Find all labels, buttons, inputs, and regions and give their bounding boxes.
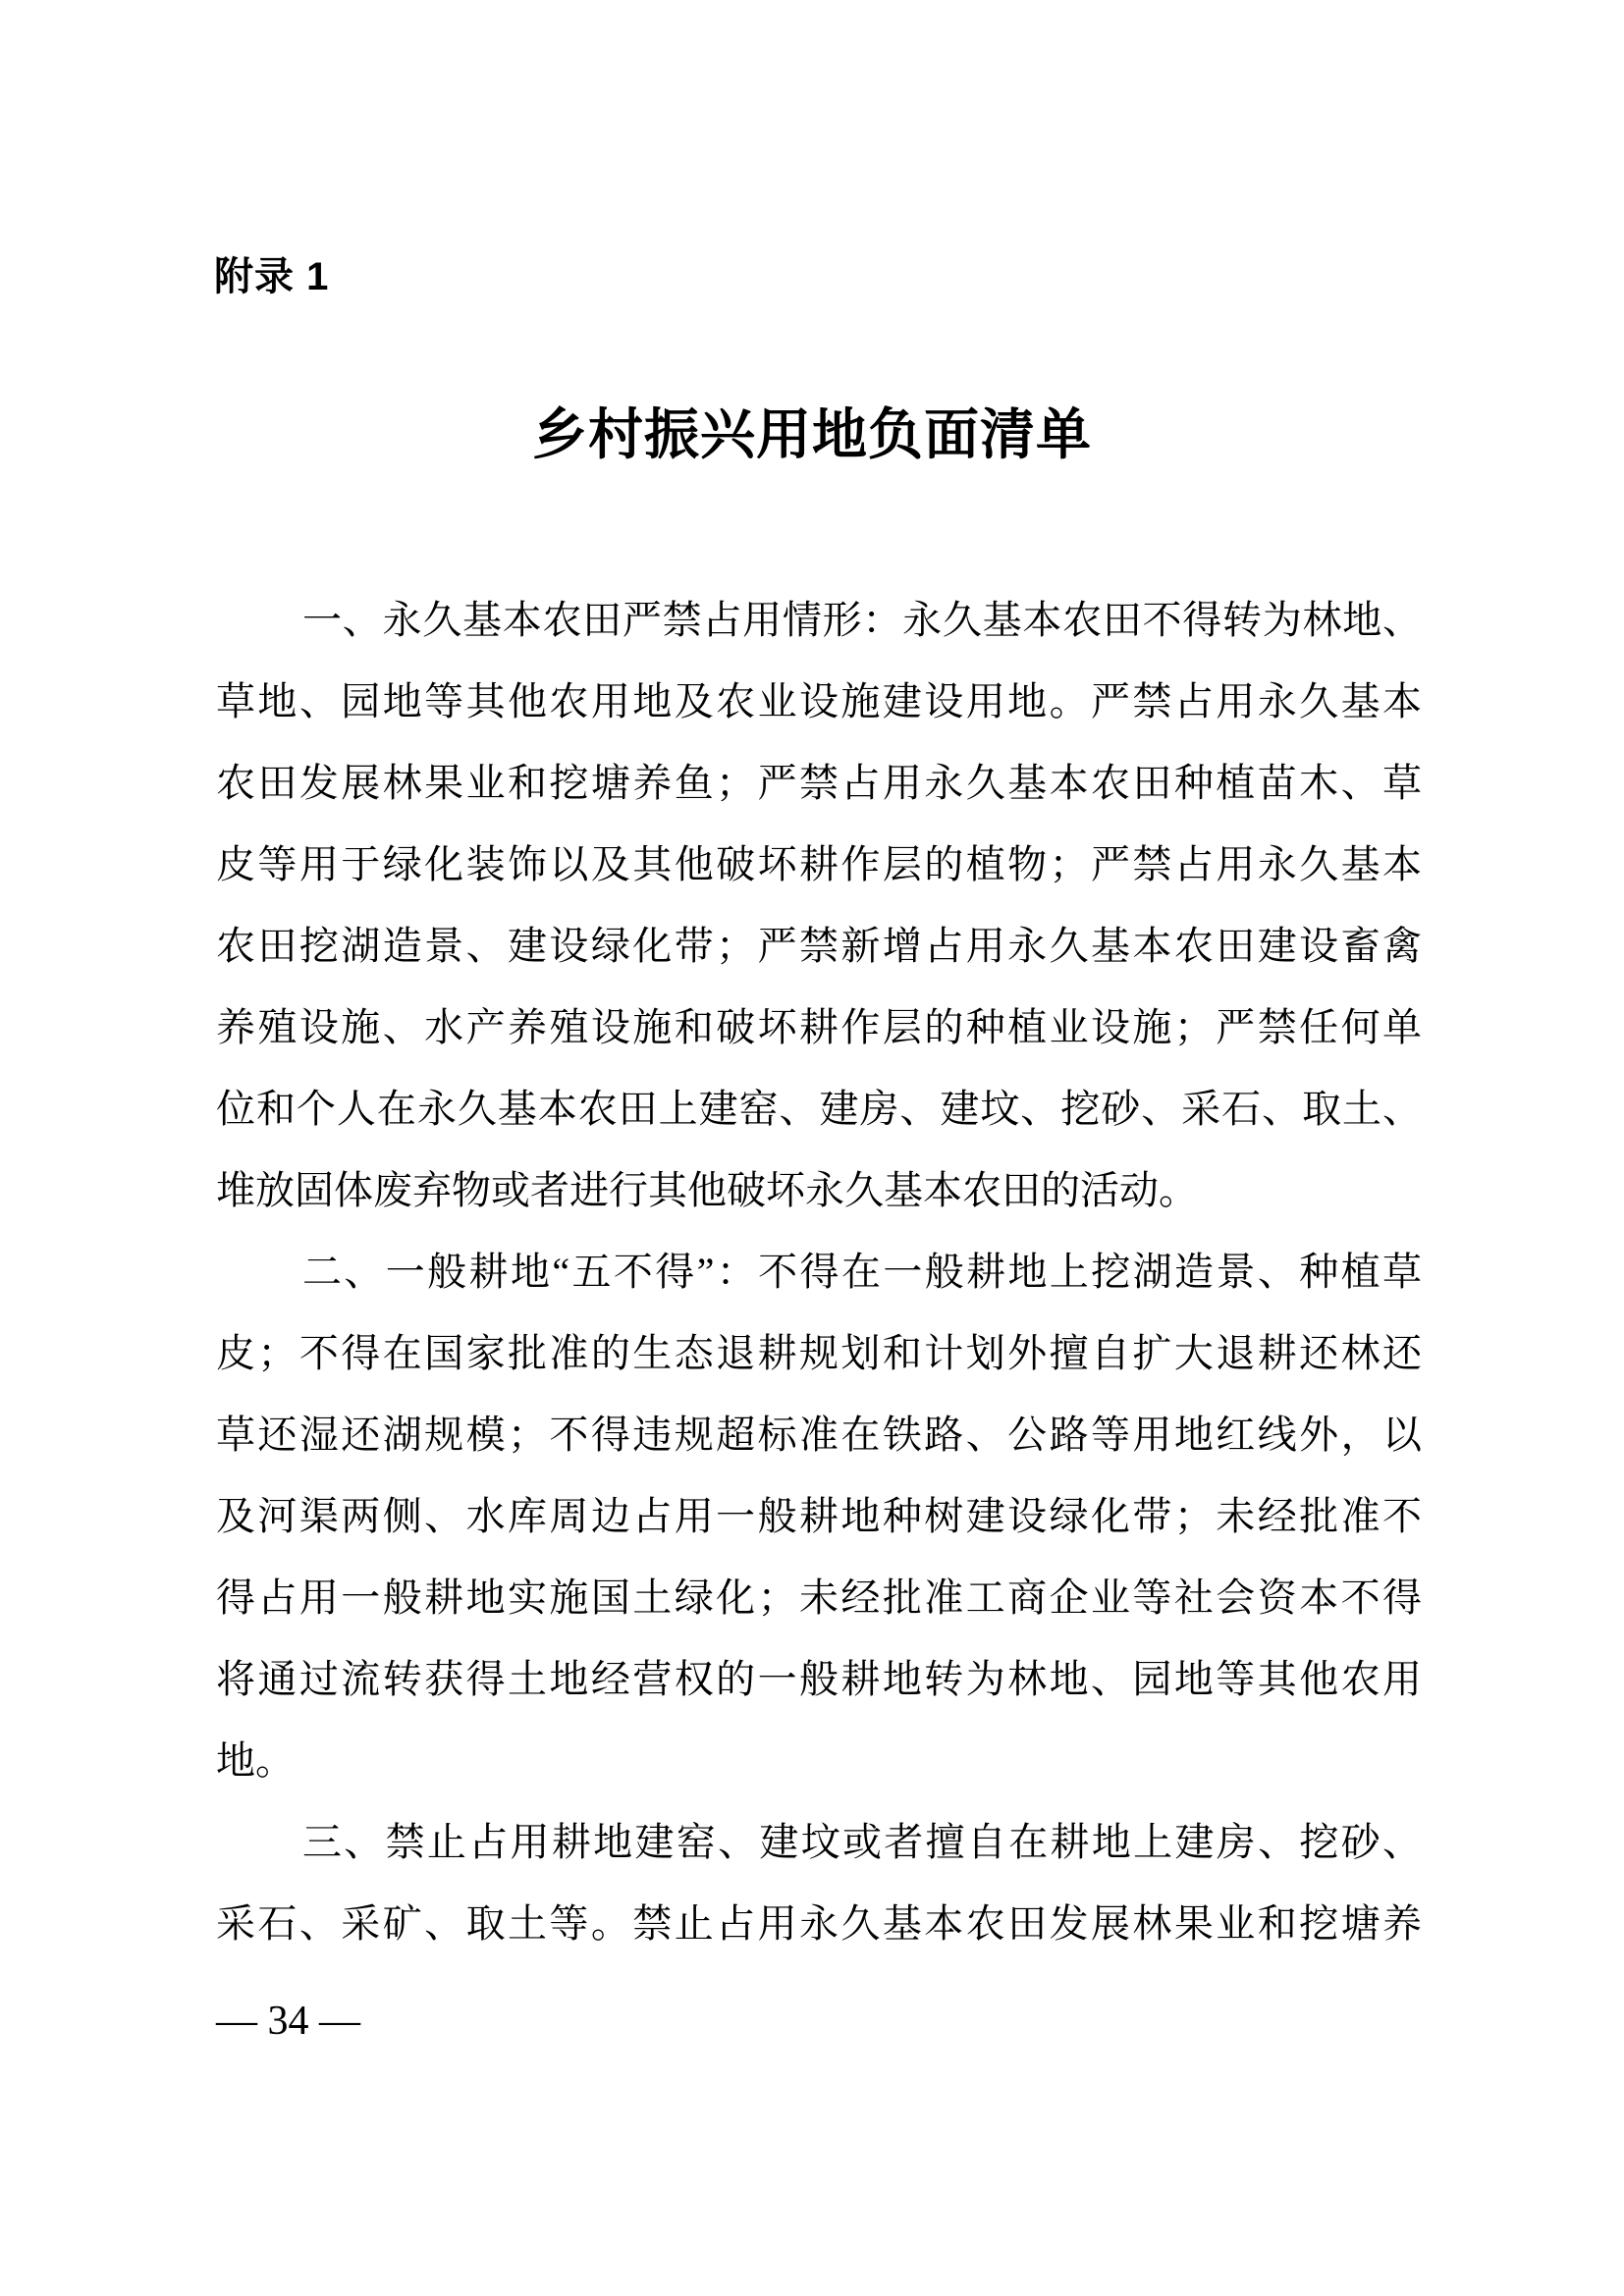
text-line: 二、一般耕地“五不得”：不得在一般耕地上挖湖造景、种植草 [302,1250,1422,1294]
page-title: 乡村振兴用地负面清单 [532,405,1092,466]
paragraph [216,1801,1422,1964]
text-line: 皮；不得在国家批准的生态退耕规划和计划外擅自扩大退耕还林还 [216,1331,1422,1375]
text-line: 皮等用于绿化装饰以及其他破坏耕作层的植物；严禁占用永久基本 [216,842,1422,886]
text-line: 草还湿还湖规模；不得违规超标准在铁路、公路等用地红线外，以 [216,1413,1422,1457]
text-line: 采石、采矿、取土等。禁止占用永久基本农田发展林果业和挖塘养 [216,1901,1422,1946]
text-line: 地。 [216,1738,295,1783]
paragraph [216,1231,1422,1801]
text-line: 一、永久基本农田严禁占用情形：永久基本农田不得转为林地、 [302,598,1422,642]
text-line: 农田发展林果业和挖塘养鱼；严禁占用永久基本农田种植苗木、草 [216,761,1422,805]
document-body [216,579,1422,1964]
text-line: 农田挖湖造景、建设绿化带；严禁新增占用永久基本农田建设畜禽 [216,924,1422,968]
text-line: 草地、园地等其他农用地及农业设施建设用地。严禁占用永久基本 [216,679,1422,723]
page-number: — 34 — [216,1999,360,2044]
text-line: 养殖设施、水产养殖设施和破坏耕作层的种植业设施；严禁任何单 [216,1005,1422,1049]
text-line: 及河渠两侧、水库周边占用一般耕地种树建设绿化带；未经批准不 [216,1494,1422,1538]
paragraph [216,579,1422,1231]
text-line: 堆放固体废弃物或者进行其他破坏永久基本农田的活动。 [216,1168,1198,1212]
text-line: 三、禁止占用耕地建窑、建坟或者擅自在耕地上建房、挖砂、 [302,1820,1422,1864]
appendix-label: 附录 1 [214,255,330,298]
text-line: 位和个人在永久基本农田上建窑、建房、建坟、挖砂、采石、取土、 [216,1087,1422,1131]
text-line: 得占用一般耕地实施国土绿化；未经批准工商企业等社会资本不得 [216,1575,1422,1620]
text-line: 将通过流转获得土地经营权的一般耕地转为林地、园地等其他农用 [216,1657,1422,1701]
